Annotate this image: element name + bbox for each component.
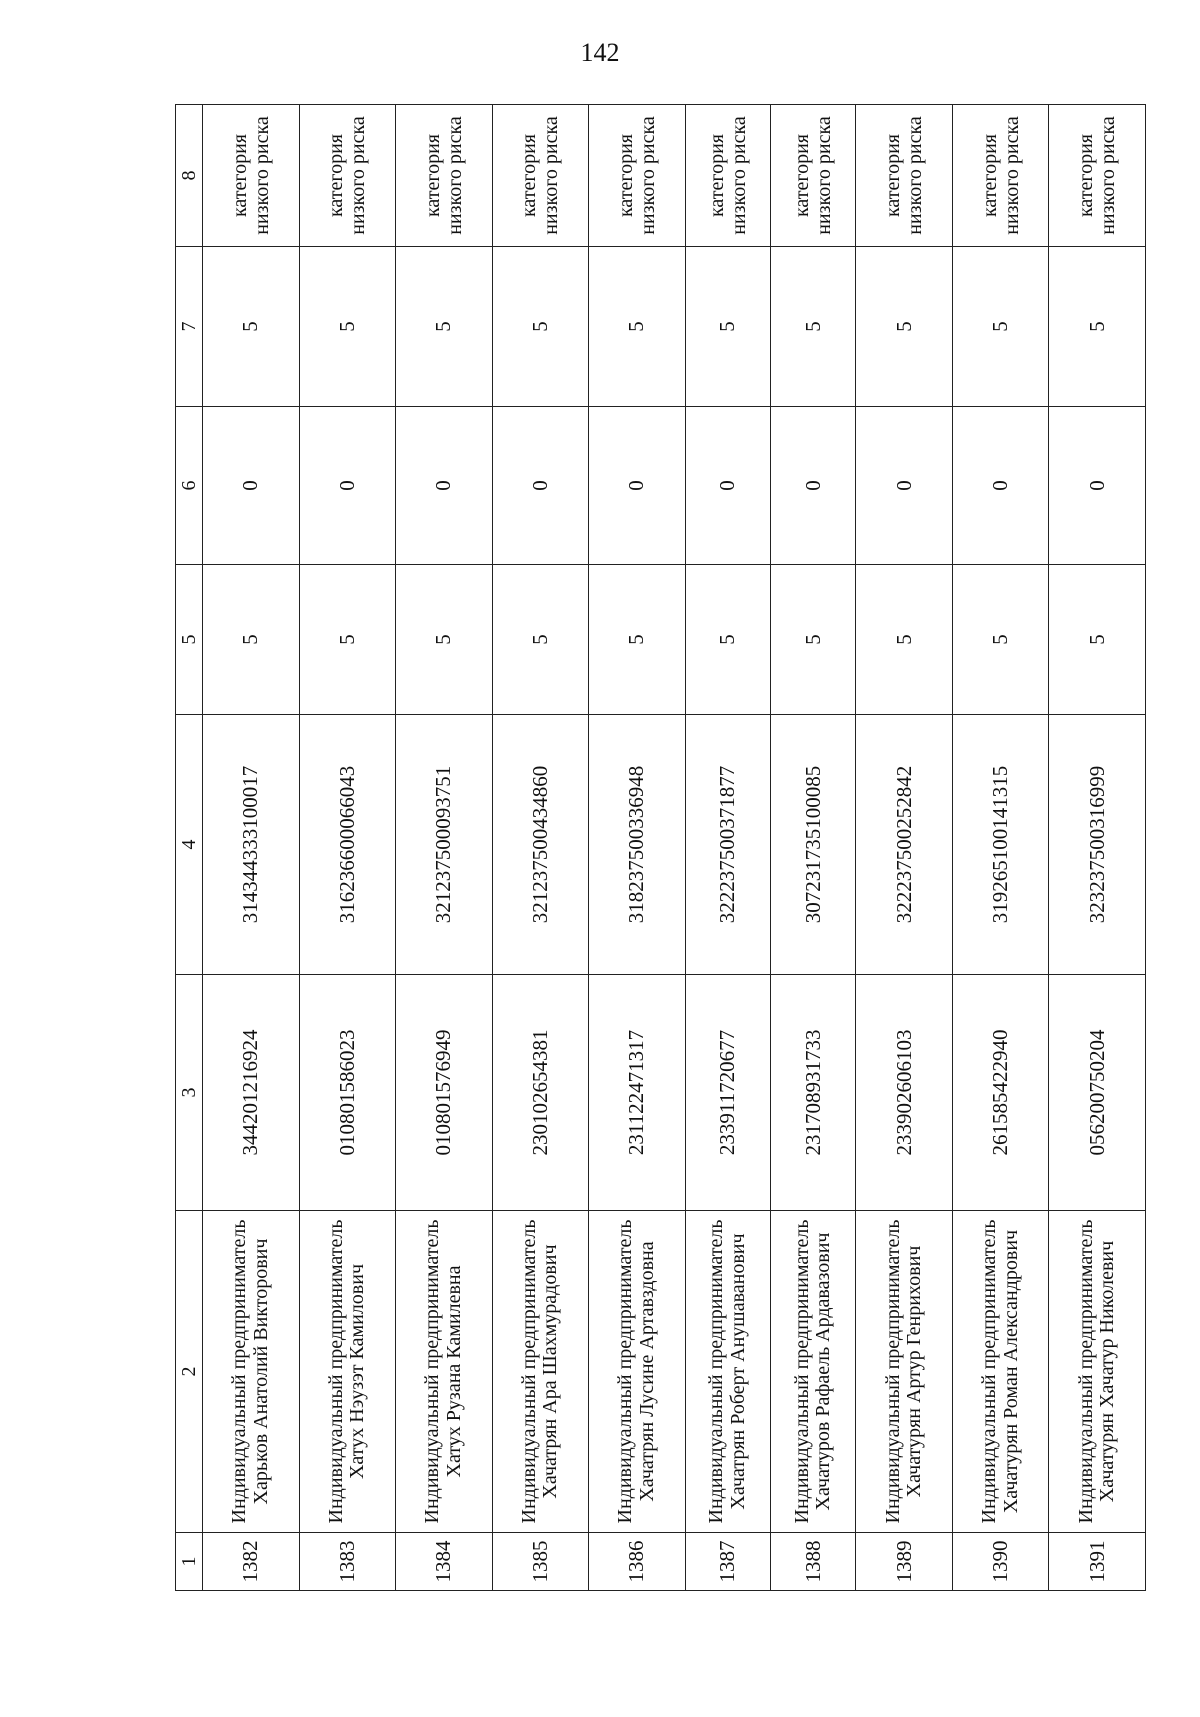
column-6-cell: 0 xyxy=(299,407,396,565)
entrepreneur-name: Индивидуальный предприниматель Харьков Анатолий Викторович xyxy=(203,1211,300,1533)
table-row xyxy=(589,105,686,1591)
column-header: 7 xyxy=(176,247,203,407)
rotated-table-frame xyxy=(175,105,1146,1591)
inn-cell: 233902606103 xyxy=(856,975,953,1211)
entrepreneur-name: Индивидуальный предприниматель Хатух Рузана Камилевна xyxy=(396,1211,493,1533)
entrepreneur-name: Индивидуальный предприниматель Хачатрян Ара Шахмурадович xyxy=(492,1211,589,1533)
column-header: 5 xyxy=(176,565,203,715)
table-row xyxy=(396,105,493,1591)
column-header: 8 xyxy=(176,105,203,247)
risk-category-cell: категория низкого риска xyxy=(771,105,856,247)
entrepreneur-name: Индивидуальный предприниматель Хатух Нэузэт Камилович xyxy=(299,1211,396,1533)
ogrn-cell: 321237500434860 xyxy=(492,715,589,975)
column-5-cell: 5 xyxy=(1049,565,1146,715)
table-row xyxy=(856,105,953,1591)
ogrn-cell: 323237500316999 xyxy=(1049,715,1146,975)
table-row xyxy=(952,105,1049,1591)
column-7-cell: 5 xyxy=(589,247,686,407)
row-number: 1388 xyxy=(771,1533,856,1591)
column-7-cell: 5 xyxy=(1049,247,1146,407)
inn-cell: 261585422940 xyxy=(952,975,1049,1211)
risk-category-cell: категория низкого риска xyxy=(685,105,770,247)
column-5-cell: 5 xyxy=(952,565,1049,715)
row-number: 1390 xyxy=(952,1533,1049,1591)
risk-category-cell: категория низкого риска xyxy=(1049,105,1146,247)
column-header: 4 xyxy=(176,715,203,975)
risk-category-cell: категория низкого риска xyxy=(203,105,300,247)
entrepreneur-name: Индивидуальный предприниматель Хачатурян Роман Александрович xyxy=(952,1211,1049,1533)
row-number: 1386 xyxy=(589,1533,686,1591)
inn-cell: 010801586023 xyxy=(299,975,396,1211)
entrepreneur-name: Индивидуальный предприниматель Хачатурян Хачатур Николевич xyxy=(1049,1211,1146,1533)
row-number: 1389 xyxy=(856,1533,953,1591)
column-5-cell: 5 xyxy=(299,565,396,715)
column-5-cell: 5 xyxy=(685,565,770,715)
table-row xyxy=(203,105,300,1591)
table-row xyxy=(1049,105,1146,1591)
column-6-cell: 0 xyxy=(589,407,686,565)
column-7-cell: 5 xyxy=(952,247,1049,407)
column-5-cell: 5 xyxy=(396,565,493,715)
column-5-cell: 5 xyxy=(771,565,856,715)
column-6-cell: 0 xyxy=(685,407,770,565)
column-6-cell: 0 xyxy=(396,407,493,565)
table-row xyxy=(492,105,589,1591)
inn-cell: 231122471317 xyxy=(589,975,686,1211)
column-6-cell: 0 xyxy=(1049,407,1146,565)
risk-category-cell: категория низкого риска xyxy=(396,105,493,247)
ogrn-cell: 316236600066043 xyxy=(299,715,396,975)
page-number: 142 xyxy=(580,38,620,67)
column-header: 2 xyxy=(176,1211,203,1533)
inn-cell: 230102654381 xyxy=(492,975,589,1211)
column-6-cell: 0 xyxy=(492,407,589,565)
entrepreneur-name: Индивидуальный предприниматель Хачатурян Артур Генрихович xyxy=(856,1211,953,1533)
row-number: 1391 xyxy=(1049,1533,1146,1591)
inn-cell: 010801576949 xyxy=(396,975,493,1211)
risk-category-cell: категория низкого риска xyxy=(856,105,953,247)
risk-category-cell: категория низкого риска xyxy=(299,105,396,247)
column-7-cell: 5 xyxy=(396,247,493,407)
column-5-cell: 5 xyxy=(203,565,300,715)
inn-cell: 344201216924 xyxy=(203,975,300,1211)
column-7-cell: 5 xyxy=(299,247,396,407)
column-header: 3 xyxy=(176,975,203,1211)
column-header: 6 xyxy=(176,407,203,565)
column-5-cell: 5 xyxy=(492,565,589,715)
column-number-row xyxy=(176,105,203,1591)
ogrn-cell: 307231735100085 xyxy=(771,715,856,975)
column-6-cell: 0 xyxy=(856,407,953,565)
table-row xyxy=(299,105,396,1591)
ogrn-cell: 322237500371877 xyxy=(685,715,770,975)
column-5-cell: 5 xyxy=(856,565,953,715)
column-6-cell: 0 xyxy=(203,407,300,565)
inn-cell: 233911720677 xyxy=(685,975,770,1211)
ogrn-cell: 318237500336948 xyxy=(589,715,686,975)
column-7-cell: 5 xyxy=(856,247,953,407)
column-6-cell: 0 xyxy=(952,407,1049,565)
row-number: 1384 xyxy=(396,1533,493,1591)
entrepreneur-name: Индивидуальный предприниматель Хачатрян Роберт Анушаванович xyxy=(685,1211,770,1533)
ogrn-cell: 319265100141315 xyxy=(952,715,1049,975)
row-number: 1385 xyxy=(492,1533,589,1591)
risk-category-cell: категория низкого риска xyxy=(589,105,686,247)
row-number: 1382 xyxy=(203,1533,300,1591)
ogrn-cell: 321237500093751 xyxy=(396,715,493,975)
risk-category-cell: категория низкого риска xyxy=(952,105,1049,247)
column-header: 1 xyxy=(176,1533,203,1591)
column-5-cell: 5 xyxy=(589,565,686,715)
registry-table xyxy=(175,104,1146,1591)
row-number: 1387 xyxy=(685,1533,770,1591)
column-7-cell: 5 xyxy=(685,247,770,407)
inn-cell: 231708931733 xyxy=(771,975,856,1211)
column-7-cell: 5 xyxy=(203,247,300,407)
table-row xyxy=(685,105,770,1591)
ogrn-cell: 322237500252842 xyxy=(856,715,953,975)
inn-cell: 056200750204 xyxy=(1049,975,1146,1211)
column-7-cell: 5 xyxy=(492,247,589,407)
column-6-cell: 0 xyxy=(771,407,856,565)
ogrn-cell: 314344333100017 xyxy=(203,715,300,975)
entrepreneur-name: Индивидуальный предприниматель Хачатуров Рафаель Ардавазович xyxy=(771,1211,856,1533)
registry-table-container xyxy=(175,105,1146,1591)
row-number: 1383 xyxy=(299,1533,396,1591)
table-row xyxy=(771,105,856,1591)
entrepreneur-name: Индивидуальный предприниматель Хачатрян Лусине Артавздовна xyxy=(589,1211,686,1533)
risk-category-cell: категория низкого риска xyxy=(492,105,589,247)
column-7-cell: 5 xyxy=(771,247,856,407)
